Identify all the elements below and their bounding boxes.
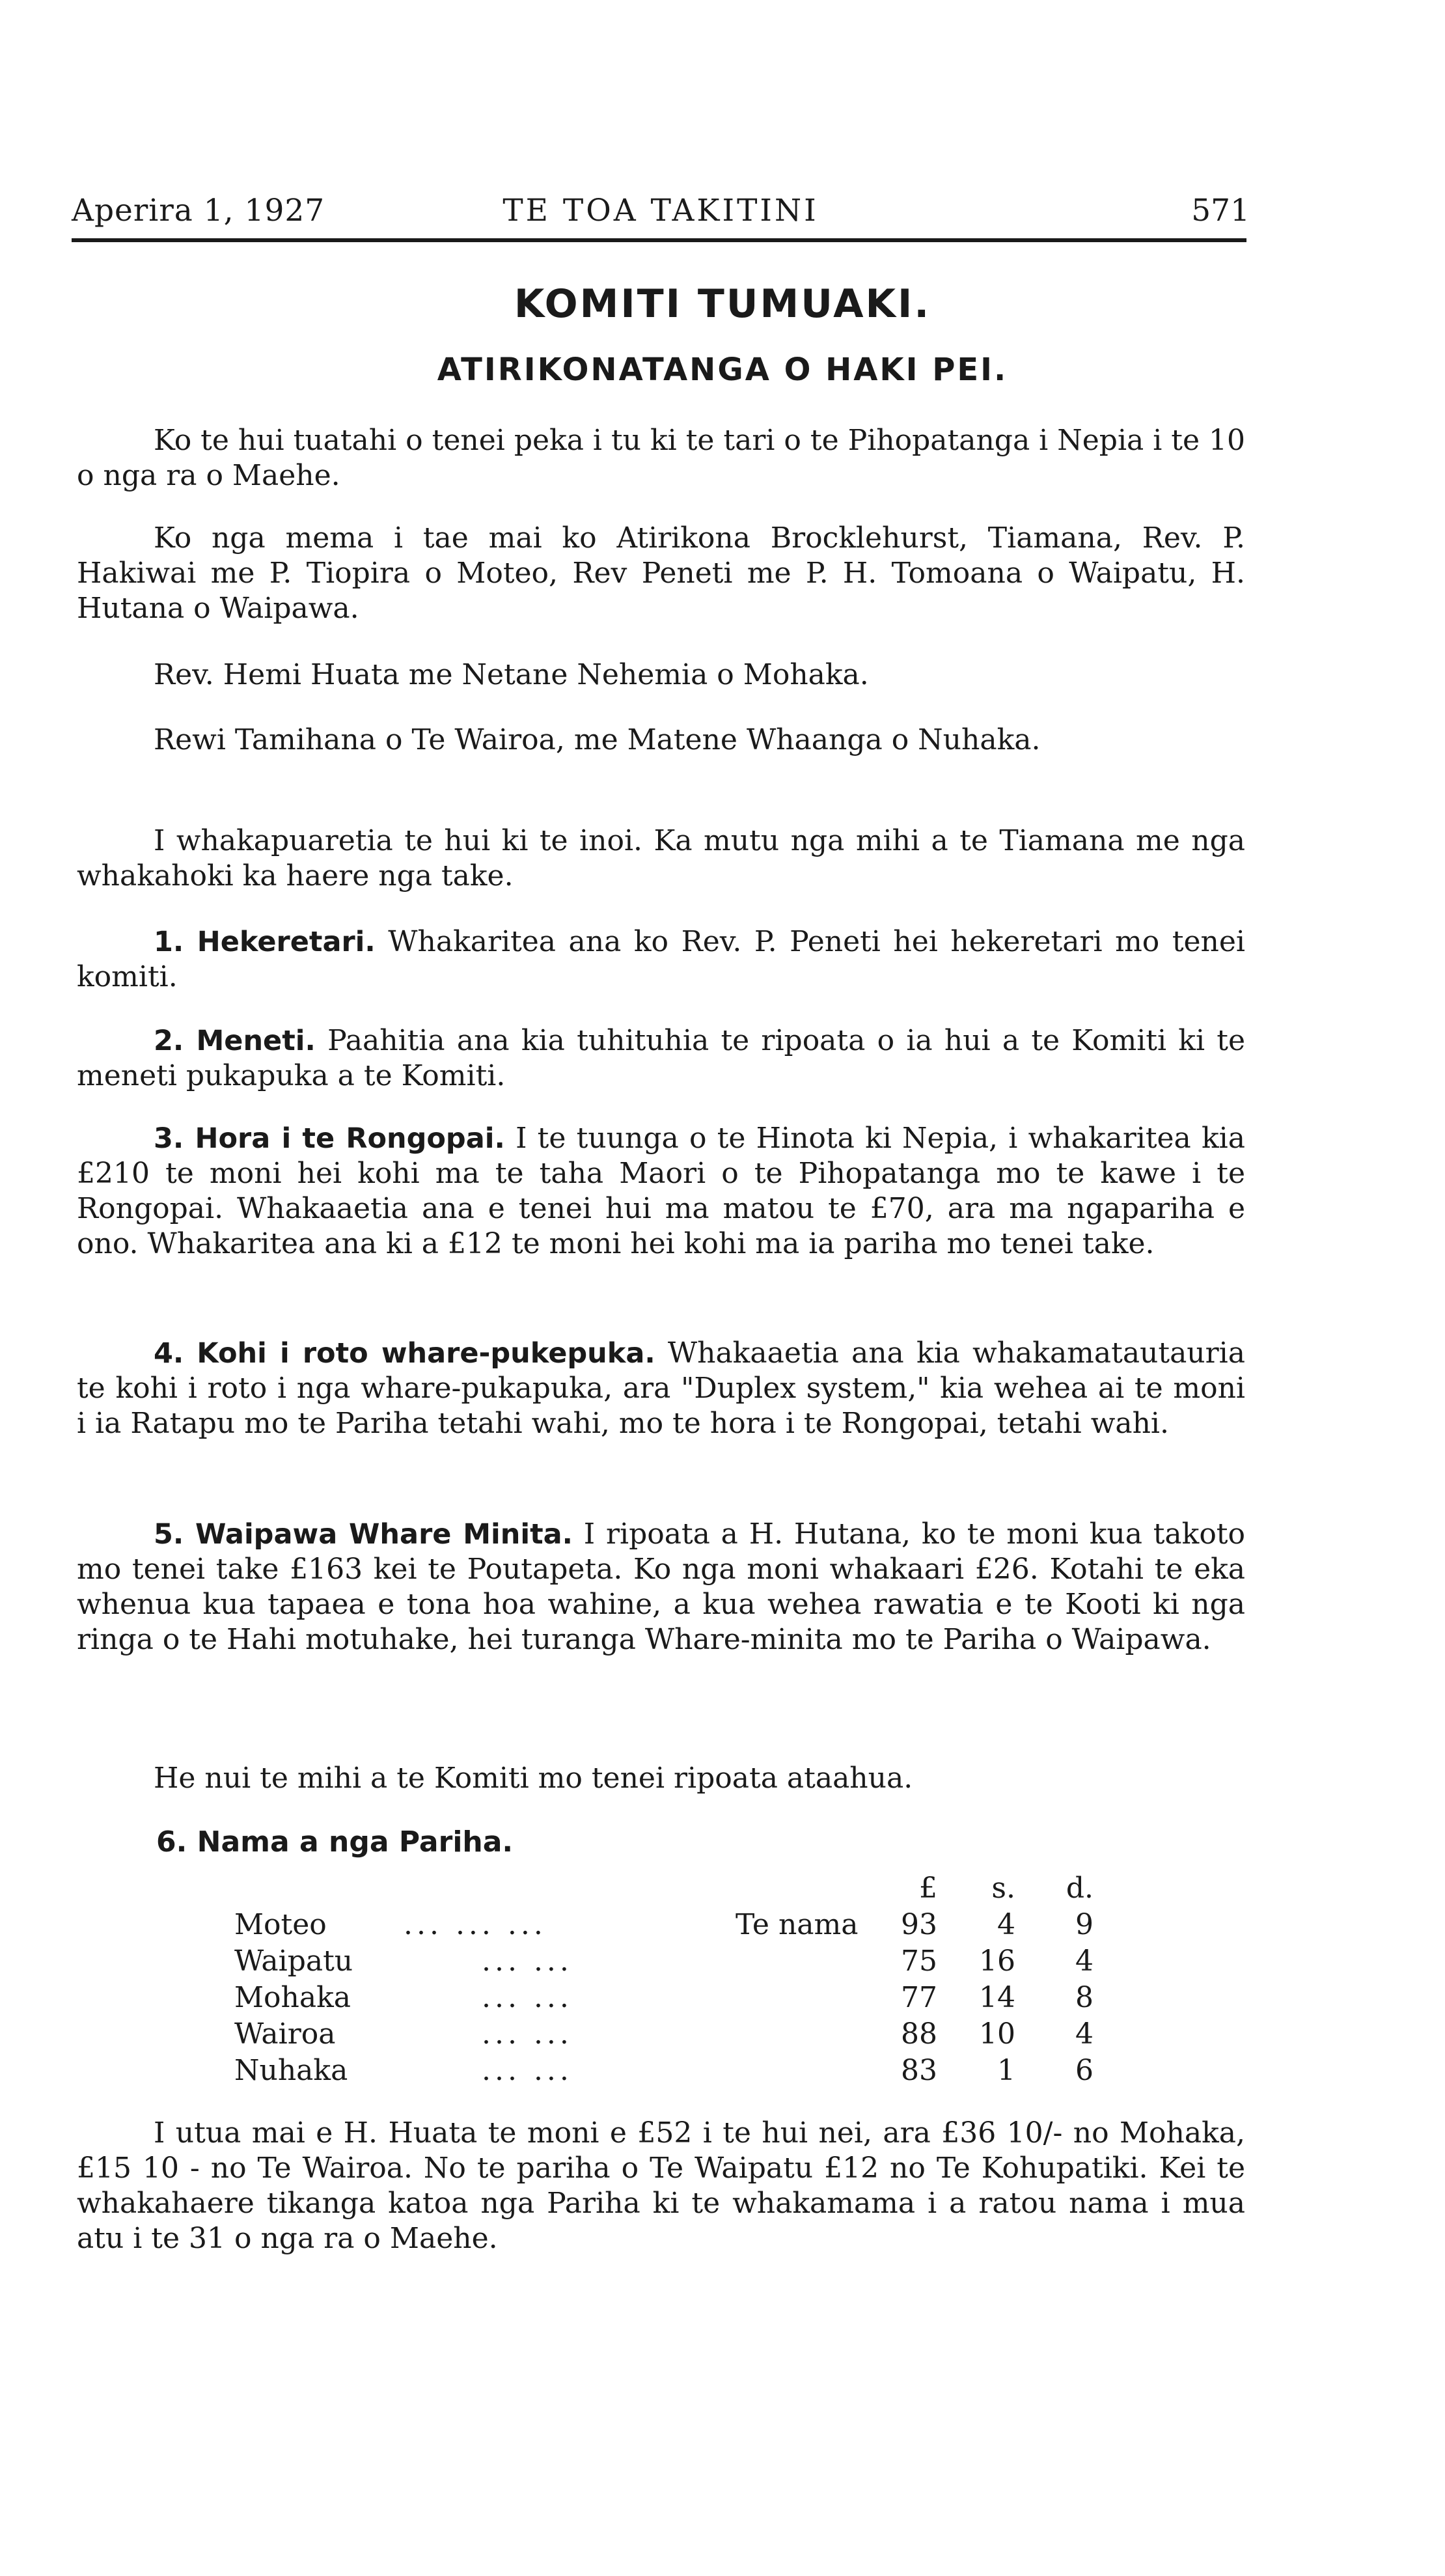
shillings-value: 10 (979, 2017, 1015, 2051)
paragraph-thanks: He nui te mihi a te Komiti mo tenei ripoata ataahua. (154, 1762, 913, 1795)
section-2-text: Paahitia ana kia tuhituhia te ripoata o ia hui a te Komiti ki te meneti pukapuka a te Komiti. (77, 1024, 1245, 1092)
header-pence: d. (1066, 1872, 1094, 1905)
parish-name: Waipatu (234, 1945, 353, 1978)
table-row (234, 2017, 1107, 2054)
shillings-value: 1 (997, 2054, 1015, 2087)
paragraph-opening: I whakapuaretia te hui ki te inoi. Ka mutu nga mihi a te Tiamana me nga whakahoki ka haere nga take. (77, 824, 1245, 893)
page-subtitle: ATIRIKONATANGA O HAKI PEI. (437, 352, 1008, 388)
parish-name: Wairoa (234, 2017, 336, 2051)
leader-dots: ... ... (482, 1945, 573, 1978)
table-row (234, 2054, 1107, 2090)
total-label: Te nama (736, 1908, 859, 1941)
section-1-text: Whakaritea ana ko Rev. P. Peneti hei hekeretari mo tenei komiti. (77, 925, 1245, 993)
paragraph-wairoa: Rewi Tamihana o Te Wairoa, me Matene Whaanga o Nuhaka. (154, 723, 1041, 756)
section-2 (77, 1023, 1245, 1094)
parish-name: Nuhaka (234, 2054, 348, 2087)
paragraph-meeting: Ko te hui tuatahi o tenei peka i tu ki te tari o te Pihopatanga i Nepia i te 10 o nga ra o Maehe. (77, 424, 1245, 492)
pounds-value: 77 (901, 1981, 937, 2014)
section-6-heading: 6. Nama a nga Pariha. (156, 1825, 514, 1859)
header-page-number: 571 (1191, 193, 1250, 229)
section-5 (77, 1517, 1245, 1657)
section-5-heading: 5. Waipawa Whare Minita. (154, 1518, 573, 1551)
pence-value: 4 (1075, 1945, 1094, 1978)
pounds-value: 88 (901, 2017, 937, 2051)
pence-value: 4 (1075, 2017, 1094, 2051)
table-header-row (234, 1872, 1107, 1908)
table-row (234, 1981, 1107, 2017)
section-1 (77, 924, 1245, 995)
pence-value: 9 (1075, 1908, 1094, 1941)
running-header (72, 193, 1250, 232)
table-row (234, 1945, 1107, 1981)
pence-value: 6 (1075, 2054, 1094, 2087)
table-row (234, 1908, 1107, 1945)
section-4-heading: 4. Kohi i roto whare-pukepuka. (154, 1337, 655, 1370)
section-3-heading: 3. Hora i te Rongopai. (154, 1122, 505, 1155)
leader-dots: ... ... ... (404, 1908, 547, 1941)
pence-value: 8 (1075, 1981, 1094, 2014)
header-pounds: £ (919, 1872, 937, 1905)
shillings-value: 16 (979, 1945, 1015, 1978)
section-4 (77, 1336, 1245, 1441)
pounds-value: 93 (901, 1908, 937, 1941)
shillings-value: 4 (997, 1908, 1015, 1941)
section-4-text: Whakaaetia ana kia whakamatautauria te kohi i roto i nga whare-pukapuka, ara "Duplex system," kia wehea ai te moni i ia Ratapu mo te Pariha tetahi wahi, mo te hora i te Rongopai, tetahi wahi. (77, 1336, 1245, 1440)
header-date: Aperira 1, 1927 (72, 193, 325, 229)
section-2-heading: 2. Meneti. (154, 1025, 316, 1057)
parish-debts-table (234, 1872, 1107, 2090)
page-title: KOMITI TUMUAKI. (514, 281, 931, 327)
section-3-text: I te tuunga o te Hinota ki Nepia, i whakaritea kia £210 te moni hei kohi ma te taha Maori o te Pihopatanga mo te kawe i te Rongopai. Whakaaetia ana e tenei hui ma matou te £70, ara ma ngapariha e ono. Whakaritea ana ki a £12 te moni hei kohi ma ia pariha mo tenei take. (77, 1122, 1245, 1260)
section-1-heading: 1. Hekeretari. (154, 926, 376, 958)
shillings-value: 14 (979, 1981, 1015, 2014)
leader-dots: ... ... (482, 2017, 573, 2051)
paragraph-members: Ko nga mema i tae mai ko Atirikona Brocklehurst, Tiamana, Rev. P. Hakiwai me P. Tiopira o Moteo, Rev Peneti me P. H. Tomoana o Waipatu, H. Hutana o Waipawa. (77, 521, 1245, 625)
parish-name: Mohaka (234, 1981, 351, 2014)
pounds-value: 83 (901, 2054, 937, 2087)
paragraph-closing: I utua mai e H. Huata te moni e £52 i te hui nei, ara £36 10/- no Mohaka, £15 10 - no Te Wairoa. No te pariha o Te Waipatu £12 no Te Kohupatiki. Kei te whakahaere tikanga katoa nga Pariha ki te whakamama i a ratou nama i mua atu i te 31 o nga ra o Maehe. (77, 2116, 1245, 2255)
paragraph-mohaka: Rev. Hemi Huata me Netane Nehemia o Mohaka. (154, 658, 869, 691)
leader-dots: ... ... (482, 2054, 573, 2087)
pounds-value: 75 (901, 1945, 937, 1978)
header-shillings: s. (991, 1872, 1015, 1905)
leader-dots: ... ... (482, 1981, 573, 2014)
header-publication: TE TOA TAKITINI (502, 193, 819, 229)
parish-name: Moteo (234, 1908, 327, 1941)
header-rule (72, 238, 1246, 242)
section-5-text: I ripoata a H. Hutana, ko te moni kua takoto mo tenei take £163 kei te Poutapeta. Ko nga moni whakaari £26. Kotahi te eka whenua kua tapaea e tona hoa wahine, a kua wehea rawatia e te Kooti ki nga ringa o te Hahi motuhake, hei turanga Whare-minita mo te Pariha o Waipawa. (77, 1517, 1245, 1656)
section-3 (77, 1121, 1245, 1262)
